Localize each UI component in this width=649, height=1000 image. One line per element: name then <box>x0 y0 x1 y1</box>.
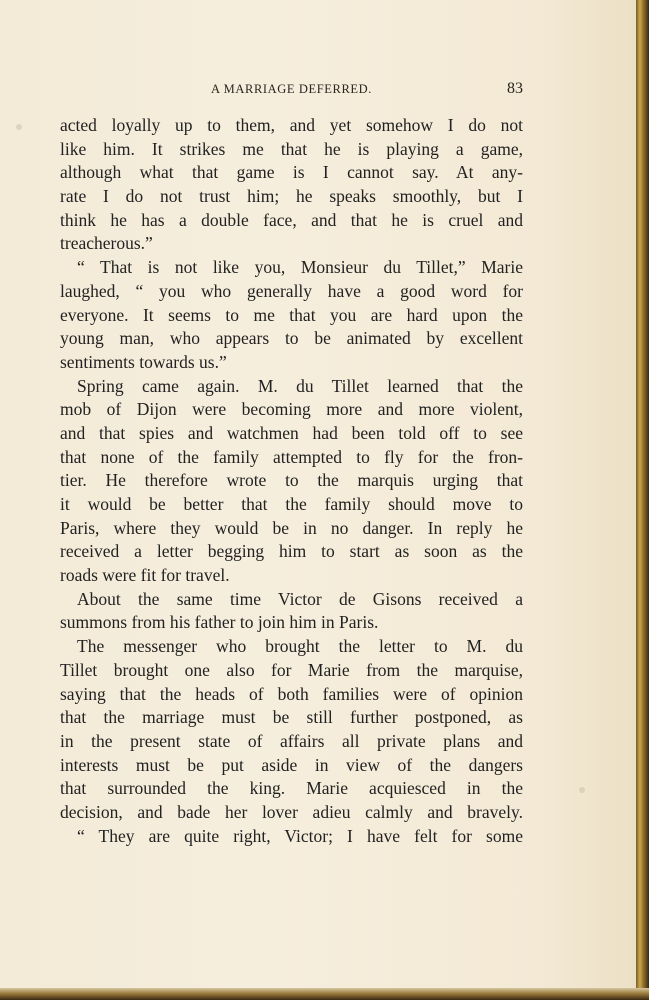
text-line: acted loyally up to them, and yet somehow I do not <box>60 115 523 135</box>
text-line: About the same time Victor de Gisons received a <box>77 588 523 609</box>
text-line: decision, and bade her lover adieu calmly and bravely. <box>60 801 523 822</box>
running-head: A MARRIAGE DEFERRED. <box>211 82 372 96</box>
text-line: “ They are quite right, Victor; I have felt for some <box>77 825 523 846</box>
paper-spot <box>579 787 585 793</box>
text-line: roads were fit for travel. <box>60 565 230 586</box>
text-line: interests must be put aside in view of the dangers <box>60 754 523 775</box>
text-line: mob of Dijon were becoming more and more violent, <box>60 399 523 420</box>
text-line: saying that the heads of both families were of opinion <box>60 683 523 704</box>
text-line: The messenger who brought the letter to M. du <box>77 636 523 657</box>
text-line: received a letter begging him to start as soon as the <box>60 541 523 562</box>
body-text <box>60 114 523 848</box>
page-header <box>60 82 523 100</box>
text-line: think he has a double face, and that he is cruel and <box>60 209 523 230</box>
text-line: sentiments towards us.” <box>60 351 227 372</box>
text-line: and that spies and watchmen had been told off to see <box>60 422 523 443</box>
text-line: Paris, where they would be in no danger. In reply he <box>60 517 523 538</box>
text-line: although what that game is I cannot say. At any- <box>60 162 523 183</box>
text-line: summons from his father to join him in Paris. <box>60 612 379 633</box>
book-edge-right <box>636 0 649 1000</box>
text-line: in the present state of affairs all private plans and <box>60 730 523 751</box>
page-number: 83 <box>507 80 523 97</box>
text-line: that none of the family attempted to fly for the fron- <box>60 446 523 467</box>
text-line: that the marriage must be still further postponed, as <box>60 707 523 728</box>
paper-spot <box>16 124 22 130</box>
text-line: laughed, “ you who generally have a good word for <box>60 280 523 301</box>
text-line: Tillet brought one also for Marie from the marquise, <box>60 659 523 680</box>
text-line: treacherous.” <box>60 233 153 254</box>
text-line: “ That is not like you, Monsieur du Tillet,” Marie <box>77 257 523 278</box>
text-line: everyone. It seems to me that you are hard upon the <box>60 304 523 325</box>
text-line: Spring came again. M. du Tillet learned that the <box>77 375 523 396</box>
text-line: that surrounded the king. Marie acquiesced in the <box>60 778 523 799</box>
text-line: rate I do not trust him; he speaks smoothly, but I <box>60 186 523 207</box>
text-line: tier. He therefore wrote to the marquis urging that <box>60 470 523 491</box>
text-line: young man, who appears to be animated by excellent <box>60 328 523 349</box>
book-edge-bottom <box>0 988 649 1000</box>
text-line: it would be better that the family should move to <box>60 494 523 514</box>
text-line: like him. It strikes me that he is playing a game, <box>60 138 523 159</box>
